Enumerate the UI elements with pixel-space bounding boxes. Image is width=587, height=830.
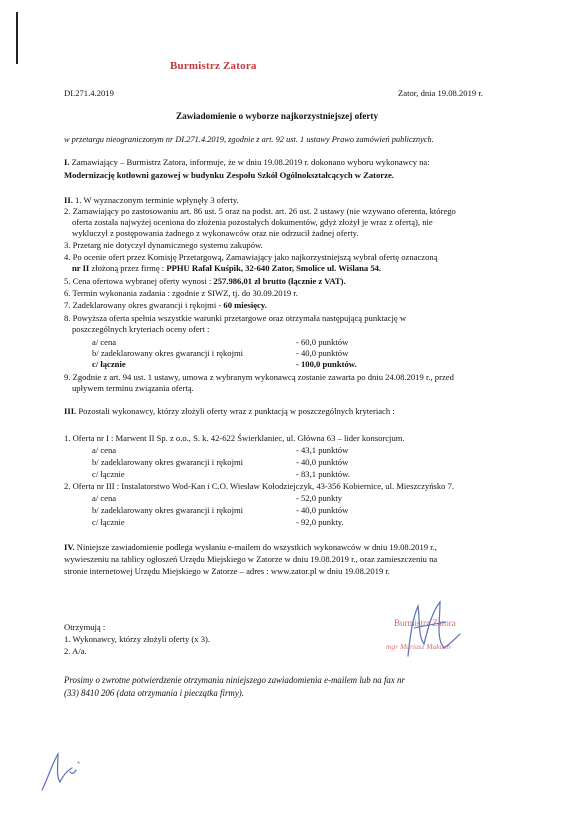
stamp-name: mgr Mariusz Makuch	[386, 642, 451, 651]
score-value: - 43,1 punktów	[296, 445, 349, 455]
section-2-p8-line1: 8. Powyższa oferta spełnia wszystkie warunki przetargowe oraz otrzymała następującą punktację w	[64, 313, 407, 323]
section-2-p4-line1: 4. Po ocenie ofert przez Komisję Przetargową, Zamawiający jako najkorzystniejszą wybrał ofertę oznaczoną	[64, 252, 438, 262]
price-label: 5. Cena ofertowa wybranej oferty wynosi :	[64, 276, 214, 286]
section-4-line3: stronie internetowej Urzędu Miejskiego w Zatorze – adres : www.zator.pl w dniu 19.08.2019 r.	[64, 566, 390, 576]
section-2-p8-line2: poszczególnych kryteriach oceny ofert :	[72, 324, 210, 334]
section-2-p9-line2: upływem terminu związania ofertą.	[72, 383, 194, 393]
section-4-text: Niniejsze zawiadomienie podlega wysłaniu e-mailem do wszystkich wykonawców w dniu 19.08.2019 r.,	[76, 542, 437, 552]
score-label: c/ łącznie	[92, 517, 125, 527]
section-2-p1: 1. W wyznaczonym terminie wpłynęły 3 oferty.	[75, 195, 239, 205]
section-2-p5	[64, 276, 346, 287]
place-date: Zator, dnia 19.08.2019 r.	[398, 88, 483, 98]
section-1-text: Zamawiający – Burmistrz Zatora, informuje, że w dniu 19.08.2019 r. dokonano wyboru wykonawcy na:	[71, 157, 430, 167]
price-value: 257.986,01 zł brutto (łącznie z VAT).	[213, 276, 346, 286]
footer-note-line1: Prosimy o zwrotne potwierdzenie otrzymania niniejszego zawiadomienia e-mailem lub na fax nr	[64, 675, 405, 685]
section-4-line1	[64, 542, 437, 553]
recipients-title: Otrzymują :	[64, 622, 106, 632]
score-label: a/ cena	[92, 493, 117, 503]
footer-note-line2: (33) 8410 206 (data otrzymania i pieczątka firmy).	[64, 688, 244, 698]
score-label: b/ zadeklarowany okres gwarancji i rękojmi	[92, 348, 244, 358]
section-3-number: III.	[64, 406, 77, 416]
score-label: c/ łącznie	[92, 469, 125, 479]
section-2-p7	[64, 300, 267, 311]
section-2-p6: 6. Termin wykonania zadania : zgodnie z SIWZ, tj. do 30.09.2019 r.	[64, 288, 298, 298]
score-label: b/ zadeklarowany okres gwarancji i rękojmi	[92, 457, 244, 467]
section-2-p2-line1: 2. Zamawiający po zastosowaniu art. 86 ust. 5 oraz na podst. art. 26 ust. 2 ustawy (nie wzywano oferenta, którego	[64, 206, 456, 216]
score-value: - 52,0 punkty	[296, 493, 343, 503]
section-2-p2-line2: oferta została najwyżej oceniona do złożenia pozostałych dokumentów, gdyż złożył je wraz z ofertą), nie	[72, 217, 433, 227]
section-2-first	[64, 195, 239, 206]
section-2-p4-line2	[72, 263, 381, 274]
stamp-title: Burmistrz Zatora	[394, 618, 456, 628]
score-value: - 92,0 punkty.	[296, 517, 344, 527]
section-4-number: IV.	[64, 542, 75, 552]
initials-scribble	[38, 748, 88, 793]
section-1	[64, 157, 430, 168]
score-value: - 83,1 punktów.	[296, 469, 350, 479]
section-4-line2: wywieszeniu na tablicy ogłoszeń Urzędu Miejskiego w Zatorze w dniu 19.08.2019 r., oraz zamieszczeniu na	[64, 554, 438, 564]
score-label: b/ zadeklarowany okres gwarancji i rękojmi	[92, 505, 244, 515]
score-label: a/ cena	[92, 445, 117, 455]
selected-offer-intro: złożoną przez firmę :	[89, 263, 167, 273]
score-label-total: c/ łącznie	[92, 359, 126, 369]
warranty-value: 60 miesięcy.	[223, 300, 267, 310]
header-stamp: Burmistrz Zatora	[170, 60, 257, 72]
section-3-text: Pozostali wykonawcy, którzy złożyli oferty wraz z punktacją w poszczególnych kryteriach :	[78, 406, 395, 416]
reference-number: DI.271.4.2019	[64, 88, 114, 98]
section-2-number: II.	[64, 195, 73, 205]
score-value: - 40,0 punktów	[296, 457, 349, 467]
selected-contractor: PPHU Rafał Kuśpik, 32-640 Zator, Smolice ul. Wiślana 54.	[166, 263, 382, 273]
section-1-subject: Modernizację kotłowni gazowej w budynku Zespołu Szkół Ogólnokształcących w Zatorze.	[64, 170, 394, 180]
document-subtitle: w przetargu nieograniczonym nr DI.271.4.2019, zgodnie z art. 92 ust. 1 ustawy Prawo zamówień publicznych.	[64, 135, 434, 144]
section-2-p2-line3: wykluczył z postępowania żadnego z wykonawców oraz nie odrzucił żadnej oferty.	[72, 228, 359, 238]
section-1-number: I.	[64, 157, 70, 167]
section-3	[64, 406, 395, 417]
document-title: Zawiadomienie o wyborze najkorzystniejszej oferty	[176, 111, 379, 121]
warranty-label: 7. Zadeklarowany okres gwarancji i rękojmi -	[64, 300, 224, 310]
margin-mark	[16, 12, 18, 64]
signature-scribble	[394, 598, 464, 658]
section-2-p3: 3. Przetarg nie dotyczył dynamicznego systemu zakupów.	[64, 240, 263, 250]
selected-offer-number: nr II	[72, 263, 90, 273]
score-value: - 60,0 punktów	[296, 337, 349, 347]
section-2-p9-line1: 9. Zgodnie z art. 94 ust. 1 ustawy, umowa z wybranym wykonawcą zostanie zawarta po dniu 24.08.2019 r., przed	[64, 372, 454, 382]
score-value-total: - 100,0 punktów.	[296, 359, 357, 369]
score-value: - 40,0 punktów	[296, 348, 349, 358]
offer-header: 2. Oferta nr III : Instalatorstwo Wod-Kan i C.O. Wiesław Kołodziejczyk, 43-356 Kobiernice, ul. Mieszczyńsko 7.	[64, 481, 455, 491]
score-label: a/ cena	[92, 337, 117, 347]
offer-header: 1. Oferta nr I : Marwent II Sp. z o.o., S. k. 42-622 Świerklaniec, ul. Główna 63 – lider konsorcjum.	[64, 433, 405, 443]
signature-stamp	[376, 606, 526, 666]
score-value: - 40,0 punktów	[296, 505, 349, 515]
recipient-item: 2. A/a.	[64, 646, 87, 656]
recipient-item: 1. Wykonawcy, którzy złożyli oferty (x 3).	[64, 634, 211, 644]
